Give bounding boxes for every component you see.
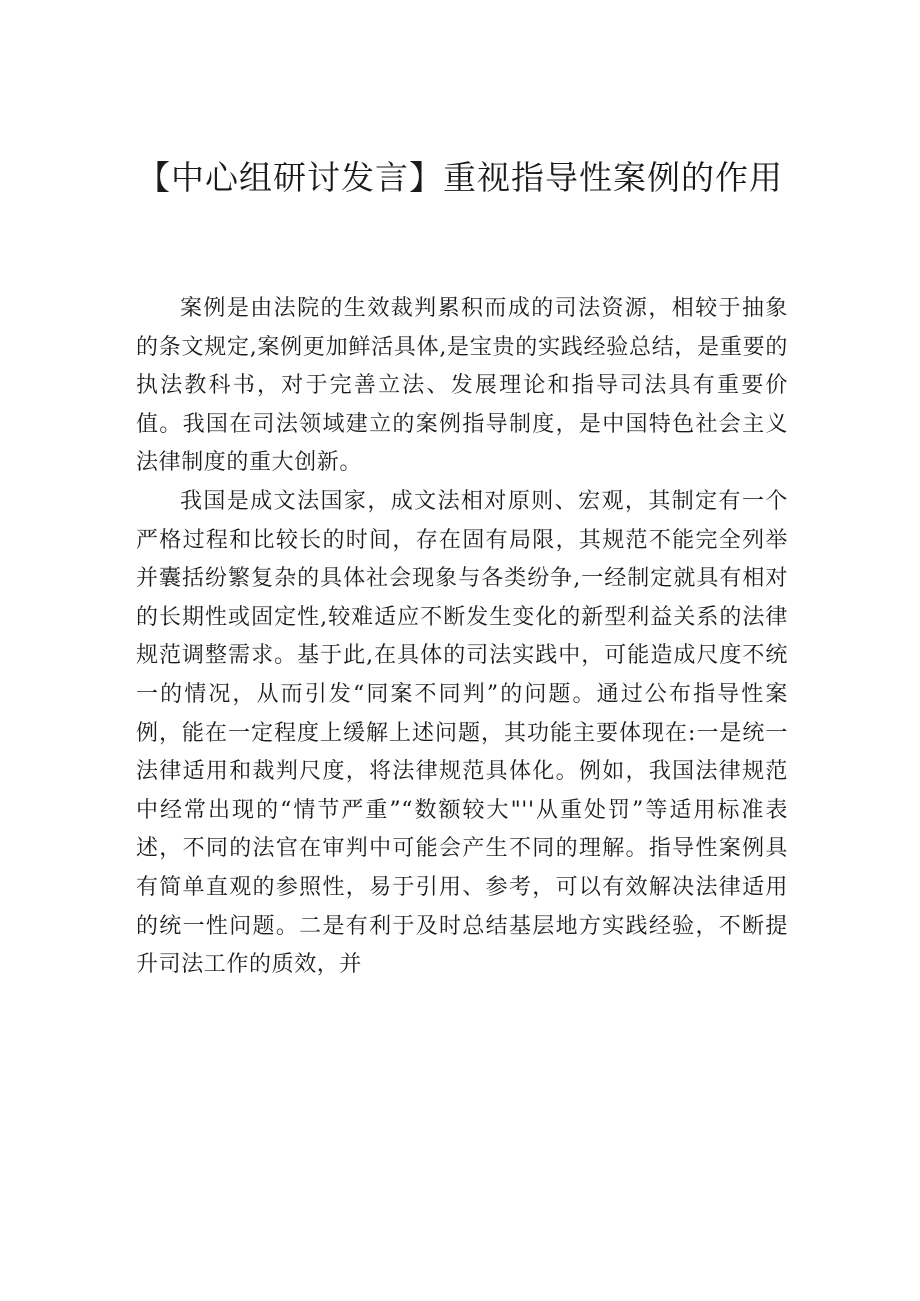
document-title: 【中心组研讨发言】重视指导性案例的作用 <box>137 158 783 197</box>
document-body <box>136 290 788 985</box>
paragraph-1: 案例是由法院的生效裁判累积而成的司法资源，相较于抽象的条文规定,案例更加鲜活具体,是宝贵的实践经验总结，是重要的执法教科书，对于完善立法、发展理论和指导司法具有重要价值。我国在司法领域建立的案例指导制度，是中国特色社会主义法律制度的重大创新。 <box>136 296 788 476</box>
paragraph-2: 我国是成文法国家，成文法相对原则、宏观，其制定有一个严格过程和比较长的时间，存在固有局限，其规范不能完全列举并囊括纷繁复杂的具体社会现象与各类纷争,一经制定就具有相对的长期性或固定性,较难适应不断发生变化的新型利益关系的法律规范调整需求。基于此,在具体的司法实践中，可能造成尺度不统一的情况，从而引发“同案不同判”的问题。通过公布指导性案例，能在一定程度上缓解上述问题，其功能主要体现在:一是统一法律适用和裁判尺度，将法律规范具体化。例如，我国法律规范中经常出现的“情节严重”“数额较大"''从重处罚”等适用标准表述，不同的法官在审判中可能会产生不同的理解。指导性案例具有简单直观的参照性，易于引用、参考，可以有效解决法律适用的统一性问题。二是有利于及时总结基层地方实践经验，不断提升司法工作的质效，并 <box>136 488 788 978</box>
